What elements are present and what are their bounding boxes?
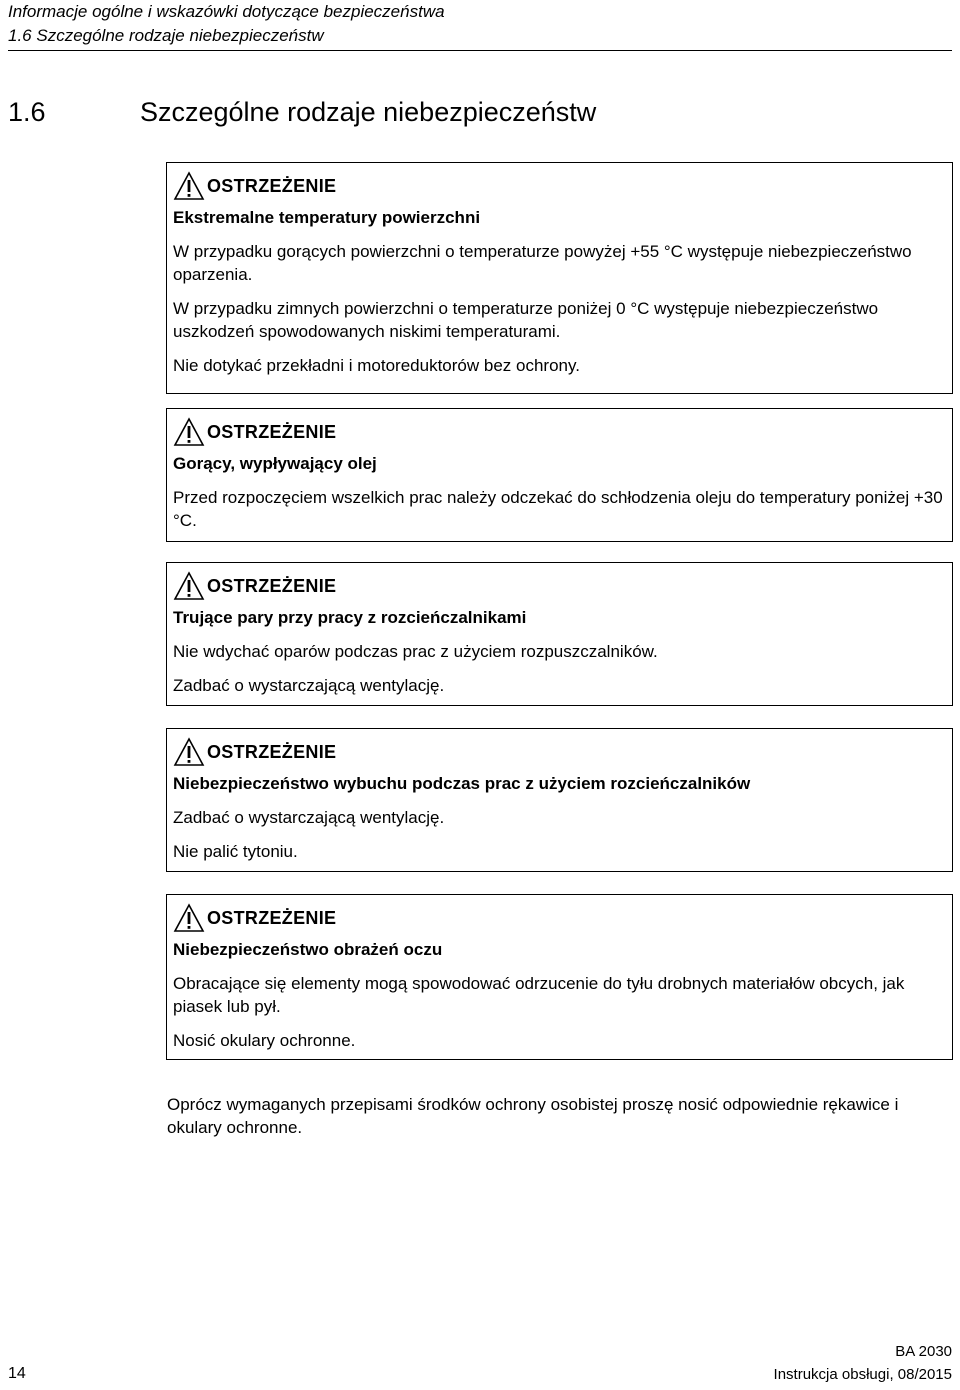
- document-title-date: Instrukcja obsługi, 08/2015: [773, 1366, 952, 1383]
- warning-paragraph: W przypadku zimnych powierzchni o temperaturze poniżej 0 °C występuje niebezpieczeństwo uszkodzeń spowodowanych niskimi temperaturami.: [173, 299, 879, 341]
- document-code: BA 2030: [895, 1343, 952, 1360]
- running-header: [8, 0, 952, 51]
- warning-triangle-icon: [173, 571, 205, 601]
- warning-paragraph: Obracające się elementy mogą spowodować odrzucenie do tyłu drobnych materiałów obcych, jak piasek lub pył.: [173, 974, 905, 1016]
- warning-header: [173, 569, 946, 603]
- warning-title: Niebezpieczeństwo wybuchu podczas prac z użyciem rozcieńczalników: [173, 774, 751, 793]
- warning-paragraph: Nie palić tytoniu.: [173, 842, 298, 861]
- warning-box-surface-temperature: [166, 162, 953, 394]
- warning-paragraph: Zadbać o wystarczającą wentylację.: [173, 808, 445, 827]
- warning-title: Ekstremalne temperatury powierzchni: [173, 208, 481, 227]
- warning-triangle-icon: [173, 903, 205, 933]
- warning-title: Trujące pary przy pracy z rozcieńczalnikami: [173, 608, 527, 627]
- warning-paragraph: Nie dotykać przekładni i motoreduktorów bez ochrony.: [173, 356, 580, 375]
- header-divider: [8, 50, 952, 51]
- warning-box-toxic-vapors: [166, 562, 953, 706]
- warning-header: [173, 415, 946, 449]
- signal-word: OSTRZEŻENIE: [207, 907, 337, 928]
- warning-title: Niebezpieczeństwo obrażeń oczu: [173, 940, 443, 959]
- warning-box-explosion: [166, 728, 953, 872]
- warning-title: Gorący, wypływający olej: [173, 454, 377, 473]
- running-header-chapter: Informacje ogólne i wskazówki dotyczące bezpieczeństwa: [8, 2, 445, 21]
- signal-word: OSTRZEŻENIE: [207, 575, 337, 596]
- warning-triangle-icon: [173, 417, 205, 447]
- warning-triangle-icon: [173, 737, 205, 767]
- running-header-section: 1.6 Szczególne rodzaje niebezpieczeństw: [8, 26, 324, 45]
- signal-word: OSTRZEŻENIE: [207, 421, 337, 442]
- signal-word: OSTRZEŻENIE: [207, 175, 337, 196]
- warning-paragraph: Nosić okulary ochronne.: [173, 1031, 356, 1050]
- section-heading: [8, 94, 596, 130]
- warning-paragraph: Zadbać o wystarczającą wentylację.: [173, 676, 445, 695]
- section-title: Szczególne rodzaje niebezpieczeństw: [140, 97, 597, 127]
- warning-paragraph: Przed rozpoczęciem wszelkich prac należy odczekać do schłodzenia oleju do temperatury poniżej +30 °C.: [173, 488, 943, 530]
- footer-document-info: [774, 1340, 952, 1386]
- warning-triangle-icon: [173, 171, 205, 201]
- warning-paragraph: W przypadku gorących powierzchni o temperaturze powyżej +55 °C występuje niebezpieczeństwo oparzenia.: [173, 242, 912, 284]
- warning-header: [173, 169, 946, 203]
- signal-word: OSTRZEŻENIE: [207, 741, 337, 762]
- warning-header: [173, 735, 946, 769]
- warning-box-eye-injury: [166, 894, 953, 1060]
- closing-paragraph: Oprócz wymaganych przepisami środków ochrony osobistej proszę nosić odpowiednie rękawice i okulary ochronne.: [167, 1095, 899, 1137]
- warning-box-hot-oil: [166, 408, 953, 542]
- warning-header: [173, 901, 946, 935]
- page-number: 14: [8, 1365, 26, 1382]
- section-number: 1.6: [8, 97, 46, 127]
- warning-paragraph: Nie wdychać oparów podczas prac z użyciem rozpuszczalników.: [173, 642, 658, 661]
